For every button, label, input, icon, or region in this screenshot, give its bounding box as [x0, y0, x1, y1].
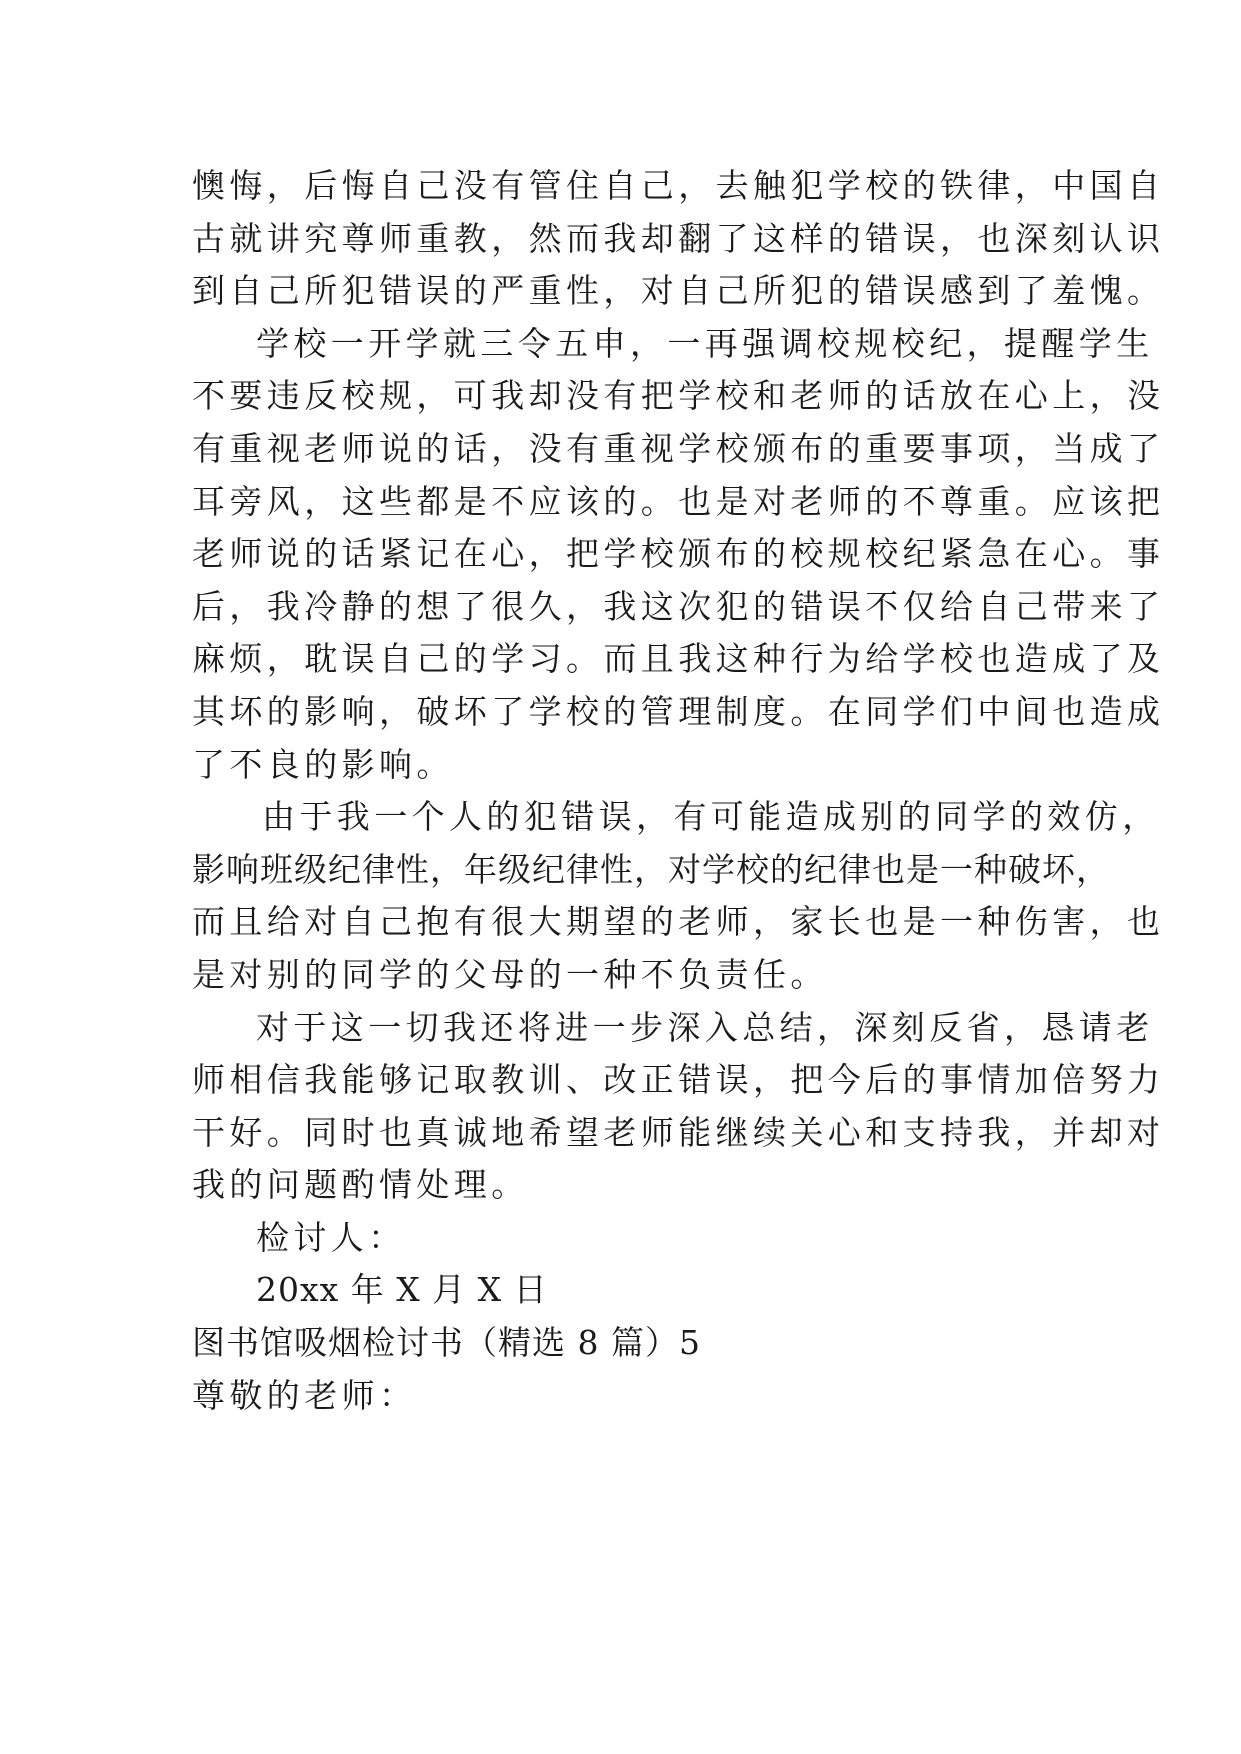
- text-line: 学校一开学就三令五申，一再强调校规校纪，提醒学生: [256, 323, 1154, 363]
- signature-date: 20xx 年 X 月 X 日: [256, 1270, 548, 1310]
- text-line: 古就讲究尊师重教，然而我却翻了这样的错误，也深刻认识: [192, 218, 1165, 258]
- text-line: 不要违反校规，可我却没有把学校和老师的话放在心上，没: [192, 376, 1165, 416]
- paragraph-1: [192, 160, 1165, 318]
- text-line: 老师说的话紧记在心，把学校颁布的校规校纪紧急在心。事: [192, 534, 1165, 574]
- text-line: 了不良的影响。: [192, 744, 454, 784]
- text-line: 是对别的同学的父母的一种不负责任。: [192, 954, 828, 994]
- text-line: 到自己所犯错误的严重性，对自己所犯的错误感到了羞愧。: [192, 271, 1165, 311]
- text-line: 影响班级纪律性，年级纪律性，对学校的纪律也是一种破坏，: [192, 849, 1110, 889]
- paragraph-4: [192, 1002, 1165, 1212]
- paragraph-3: [192, 791, 1165, 1001]
- text-line: 耳旁风，这些都是不应该的。也是对老师的不尊重。应该把: [192, 481, 1165, 521]
- text-line: 其坏的影响，破坏了学校的管理制度。在同学们中间也造成: [192, 691, 1165, 731]
- text-line: 由于我一个人的犯错误，有可能造成别的同学的效仿，: [262, 797, 1160, 837]
- text-line: 懊悔，后悔自己没有管住自己，去触犯学校的铁律，中国自: [192, 166, 1165, 205]
- document-body: [192, 160, 1165, 1422]
- text-line: 对于这一切我还将进一步深入总结，深刻反省，恳请老: [256, 1007, 1154, 1047]
- section-heading: 图书馆吸烟检讨书（精选 8 篇）5: [192, 1323, 701, 1363]
- text-line: 我的问题酌情处理。: [192, 1165, 529, 1205]
- text-line: 而且给对自己抱有很大期望的老师，家长也是一种伤害，也: [192, 902, 1165, 942]
- signature-reviewer: 检讨人：: [256, 1217, 406, 1257]
- salutation: 尊敬的老师：: [192, 1375, 417, 1415]
- text-line: 麻烦，耽误自己的学习。而且我这种行为给学校也造成了及: [192, 639, 1165, 679]
- text-line: 后，我冷静的想了很久，我这次犯的错误不仅给自己带来了: [192, 586, 1165, 626]
- text-line: 有重视老师说的话，没有重视学校颁布的重要事项，当成了: [192, 428, 1165, 468]
- text-line: 师相信我能够记取教训、改正错误，把今后的事情加倍努力: [192, 1060, 1165, 1100]
- text-line: 干好。同时也真诚地希望老师能继续关心和支持我，并却对: [192, 1112, 1165, 1152]
- paragraph-2: [192, 318, 1165, 791]
